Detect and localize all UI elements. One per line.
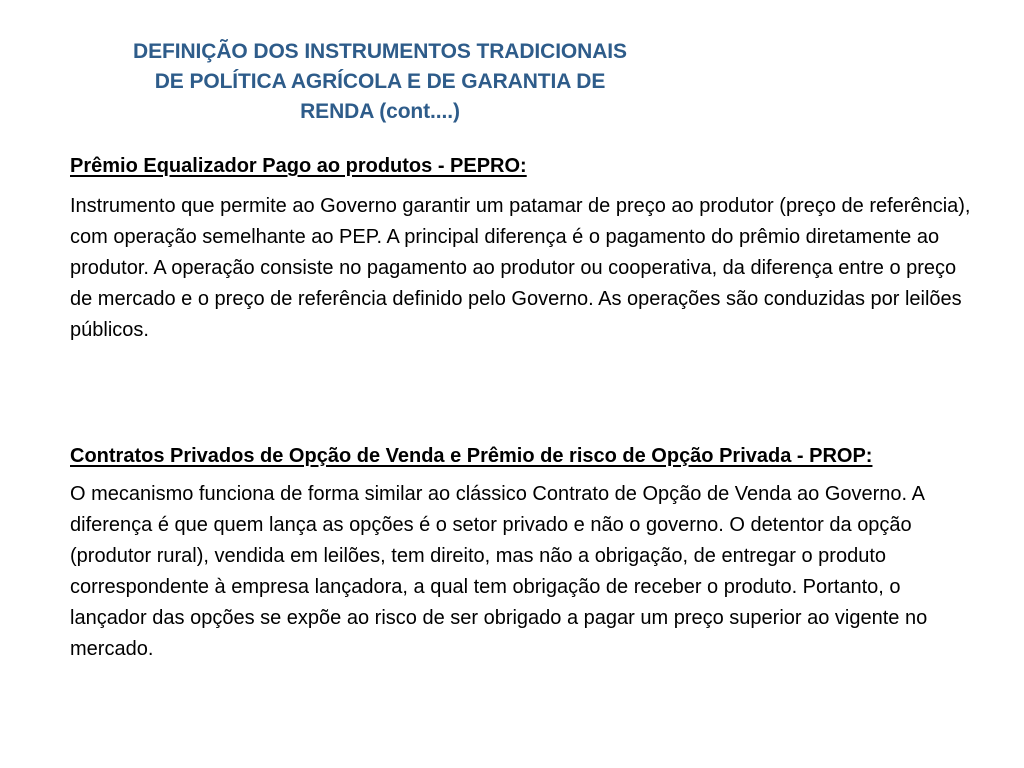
section-body: Instrumento que permite ao Governo garantir um patamar de preço ao produtor (preço de referência), com operação semelhante ao PEP. A principal diferença é o pagamento do prêmio diretamente ao produtor. A operação consiste no pagamento ao produtor ou cooperativa, da diferença entre o preço de mercado e o preço de referência definido pelo Governo. As operações são conduzidas por leilões públicos. [70,195,971,341]
slide-title-line-3: RENDA (cont....) [300,100,460,123]
section-heading: Contratos Privados de Opção de Venda e Prêmio de risco de Opção Privada - PROP: [70,445,873,467]
slide-title-line-2: DE POLÍTICA AGRÍCOLA E DE GARANTIA DE [154,70,606,93]
section-prop [70,441,975,665]
section-pepro [70,151,975,346]
slide-title [60,37,700,127]
section-body: O mecanismo funciona de forma similar ao clássico Contrato de Opção de Venda ao Governo. A diferença é que quem lança as opções é o setor privado e não o governo. O detentor da opção (produtor rural), vendida em leilões, tem direito, mas não a obrigação, de entregar o produto correspondente à empresa lançadora, a qual tem obrigação de receber o produto. Portanto, o lançador das opções se expõe ao risco de ser obrigado a pagar um preço superior ao vigente no mercado. [70,483,928,660]
section-heading: Prêmio Equalizador Pago ao produtos - PEPRO: [70,155,527,177]
slide-title-line-1: DEFINIÇÃO DOS INSTRUMENTOS TRADICIONAIS [133,40,627,63]
